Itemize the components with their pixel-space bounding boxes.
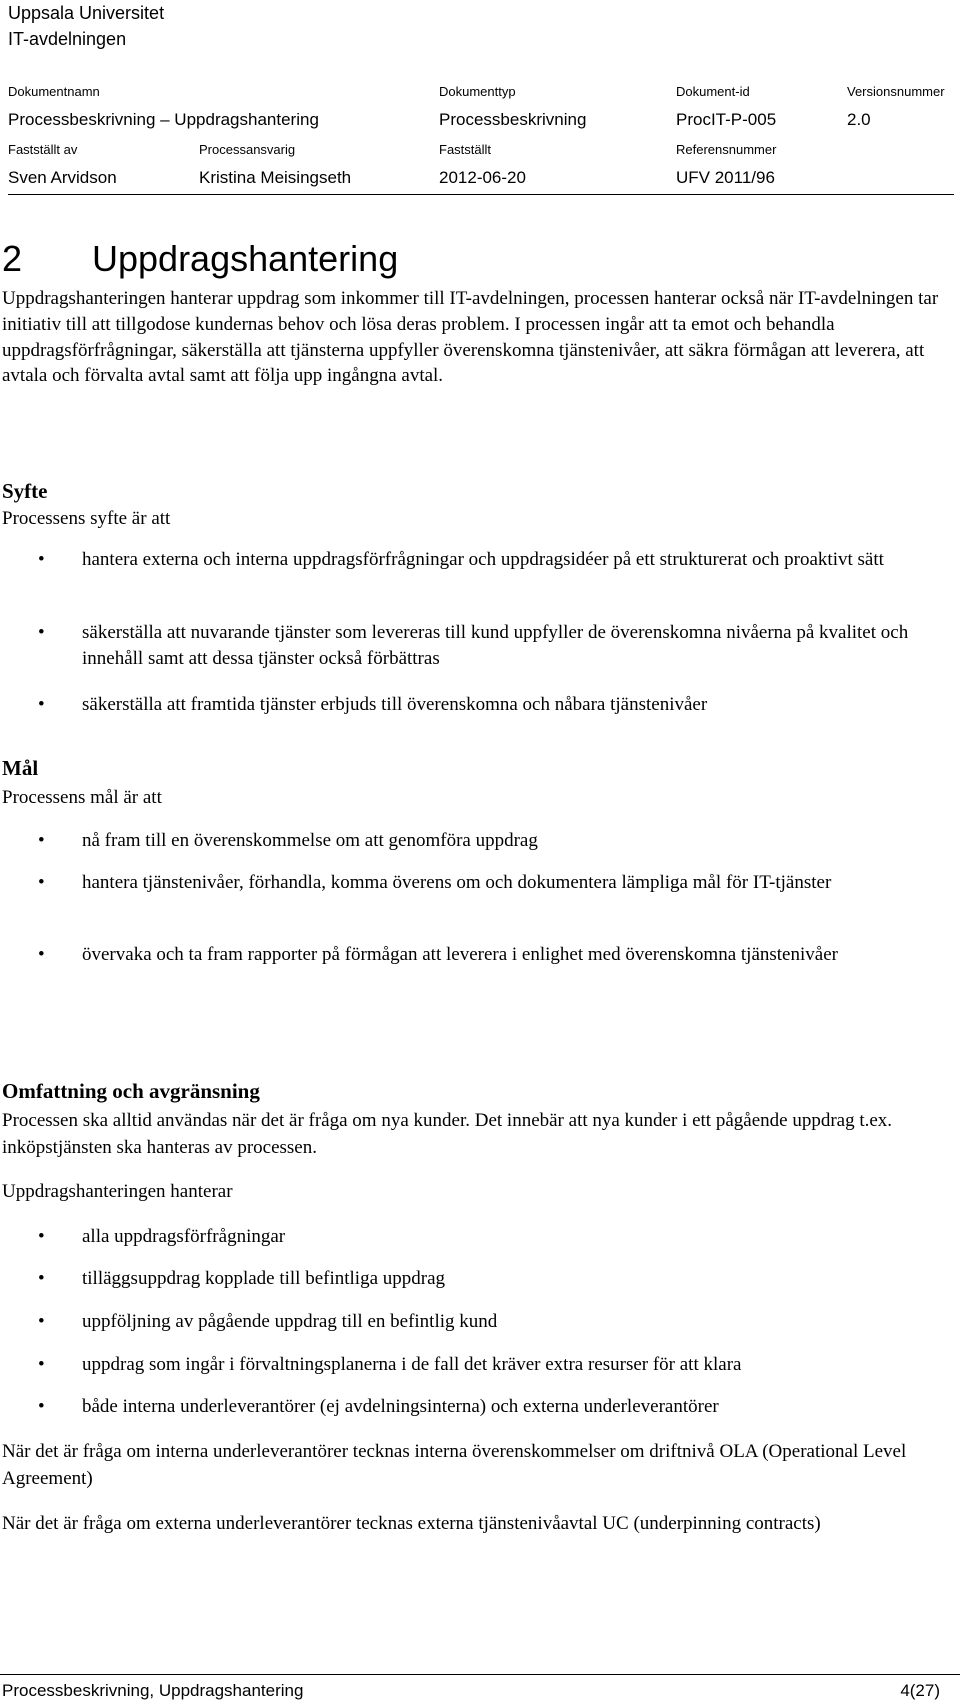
bullet-icon: • xyxy=(38,944,45,965)
bullet-icon: • xyxy=(38,1268,45,1289)
list-item-text: uppdrag som ingår i förvaltningsplanerna i de fall det kräver extra resurser för att klara xyxy=(82,1354,742,1375)
list-item xyxy=(0,942,930,968)
list-item xyxy=(0,1309,930,1335)
label-referensnummer: Referensnummer xyxy=(676,142,777,157)
bullet-icon: • xyxy=(38,1396,45,1417)
list-item-text: uppföljning av pågående uppdrag till en befintlig kund xyxy=(82,1311,498,1332)
bullet-icon: • xyxy=(38,830,45,851)
list-item xyxy=(0,1394,930,1420)
value-dokumenttyp: Processbeskrivning xyxy=(439,110,587,129)
organization-header xyxy=(8,0,164,52)
label-dokumenttyp: Dokumenttyp xyxy=(439,84,516,99)
list-item-text: både interna underleverantörer (ej avdelningsinterna) och externa underleverantörer xyxy=(82,1396,719,1417)
metadata-value-row-2 xyxy=(8,166,954,194)
list-item xyxy=(0,1352,930,1378)
list-item-text: alla uppdragsförfrågningar xyxy=(82,1226,286,1247)
metadata-label-row-1 xyxy=(8,78,954,108)
list-item-text: tilläggsuppdrag kopplade till befintliga uppdrag xyxy=(82,1268,446,1289)
list-item xyxy=(0,547,930,573)
label-processansvarig: Processansvarig xyxy=(199,142,296,157)
bullet-icon: • xyxy=(38,872,45,893)
bullet-icon: • xyxy=(38,1226,45,1247)
value-versionsnummer: 2.0 xyxy=(847,110,871,129)
omfattning-list-intro: Uppdragshanteringen hanterar xyxy=(2,1181,233,1202)
bullet-icon: • xyxy=(38,549,45,570)
syfte-heading: Syfte xyxy=(2,479,48,503)
bullet-icon: • xyxy=(38,1354,45,1375)
value-dokumentnamn: Processbeskrivning – Uppdragshantering xyxy=(8,110,319,129)
bullet-icon: • xyxy=(38,622,45,643)
mal-intro: Processens mål är att xyxy=(2,787,162,808)
bullet-icon: • xyxy=(38,1311,45,1332)
list-item xyxy=(0,1266,930,1292)
ola-paragraph: När det är fråga om interna underleverantörer tecknas interna överenskommelser om driftnivå OLA (Operational Level Agreement) xyxy=(2,1441,907,1489)
document-metadata-table xyxy=(8,78,954,194)
mal-heading: Mål xyxy=(2,756,39,780)
value-faststallt-av: Sven Arvidson xyxy=(8,168,117,187)
list-item-text: hantera externa och interna uppdragsförfrågningar och uppdragsidéer på ett strukturerat och proaktivt sätt xyxy=(82,549,884,570)
footer-page-number: 4(27) xyxy=(900,1681,940,1700)
bullet-icon: • xyxy=(38,694,45,715)
omfattning-heading: Omfattning och avgränsning xyxy=(2,1079,260,1103)
list-item-text: säkerställa att framtida tjänster erbjuds till överenskomna och nåbara tjänstenivåer xyxy=(82,694,708,715)
list-item-text: nå fram till en överenskommelse om att genomföra uppdrag xyxy=(82,830,538,851)
label-dokument-id: Dokument-id xyxy=(676,84,750,99)
label-versionsnummer: Versionsnummer xyxy=(847,84,945,99)
uc-paragraph: När det är fråga om externa underleverantörer tecknas externa tjänstenivåavtal UC (underpinning contracts) xyxy=(2,1513,821,1534)
syfte-intro: Processens syfte är att xyxy=(2,508,171,529)
section-intro-paragraph: Uppdragshanteringen hanterar uppdrag som inkommer till IT-avdelningen, processen hanterar också när IT-avdelningen tar initiativ till att tillgodose kundernas behov och lösa deras problem. I processen ingår att ta emot och behandla uppdragsförfrågningar, säkerställa att tjänsterna uppfyller överenskomna tjänstenivåer, att säkra förmågan att leverera, att avtala och förvalta avtal samt att följa upp ingångna avtal. xyxy=(2,288,939,387)
list-item xyxy=(0,620,930,671)
university-name: Uppsala Universitet xyxy=(8,3,165,23)
value-dokument-id: ProcIT-P-005 xyxy=(676,110,777,129)
metadata-value-row-1 xyxy=(8,108,954,136)
value-faststallt: 2012-06-20 xyxy=(439,168,526,187)
list-item-text: hantera tjänstenivåer, förhandla, komma överens om och dokumentera lämpliga mål för IT-tjänster xyxy=(82,872,832,893)
list-item xyxy=(0,870,930,896)
label-dokumentnamn: Dokumentnamn xyxy=(8,84,100,99)
header-divider xyxy=(8,194,954,195)
list-item xyxy=(0,828,930,854)
department-name: IT-avdelningen xyxy=(8,29,127,49)
metadata-label-row-2 xyxy=(8,136,954,166)
footer-divider xyxy=(0,1674,960,1675)
list-item xyxy=(0,1224,930,1250)
list-item xyxy=(0,692,930,718)
label-faststallt-av: Fastställt av xyxy=(8,142,78,157)
section-heading xyxy=(2,234,398,284)
section-title: Uppdragshantering xyxy=(92,238,399,279)
omfattning-paragraph: Processen ska alltid användas när det är fråga om nya kunder. Det innebär att nya kunder i ett pågående uppdrag t.ex. inköpstjänsten ska hanteras av processen. xyxy=(2,1110,893,1158)
list-item-text: säkerställa att nuvarande tjänster som levereras till kund uppfyller de överenskomna nivåerna på kvalitet och innehåll samt att dessa tjänster också förbättras xyxy=(82,622,909,669)
value-processansvarig: Kristina Meisingseth xyxy=(199,168,352,187)
label-faststallt: Fastställt xyxy=(439,142,492,157)
list-item-text: övervaka och ta fram rapporter på förmågan att leverera i enlighet med överenskomna tjänstenivåer xyxy=(82,944,838,965)
section-number: 2 xyxy=(2,238,23,279)
footer-document-name: Processbeskrivning, Uppdragshantering xyxy=(2,1681,304,1700)
value-referensnummer: UFV 2011/96 xyxy=(676,168,775,187)
